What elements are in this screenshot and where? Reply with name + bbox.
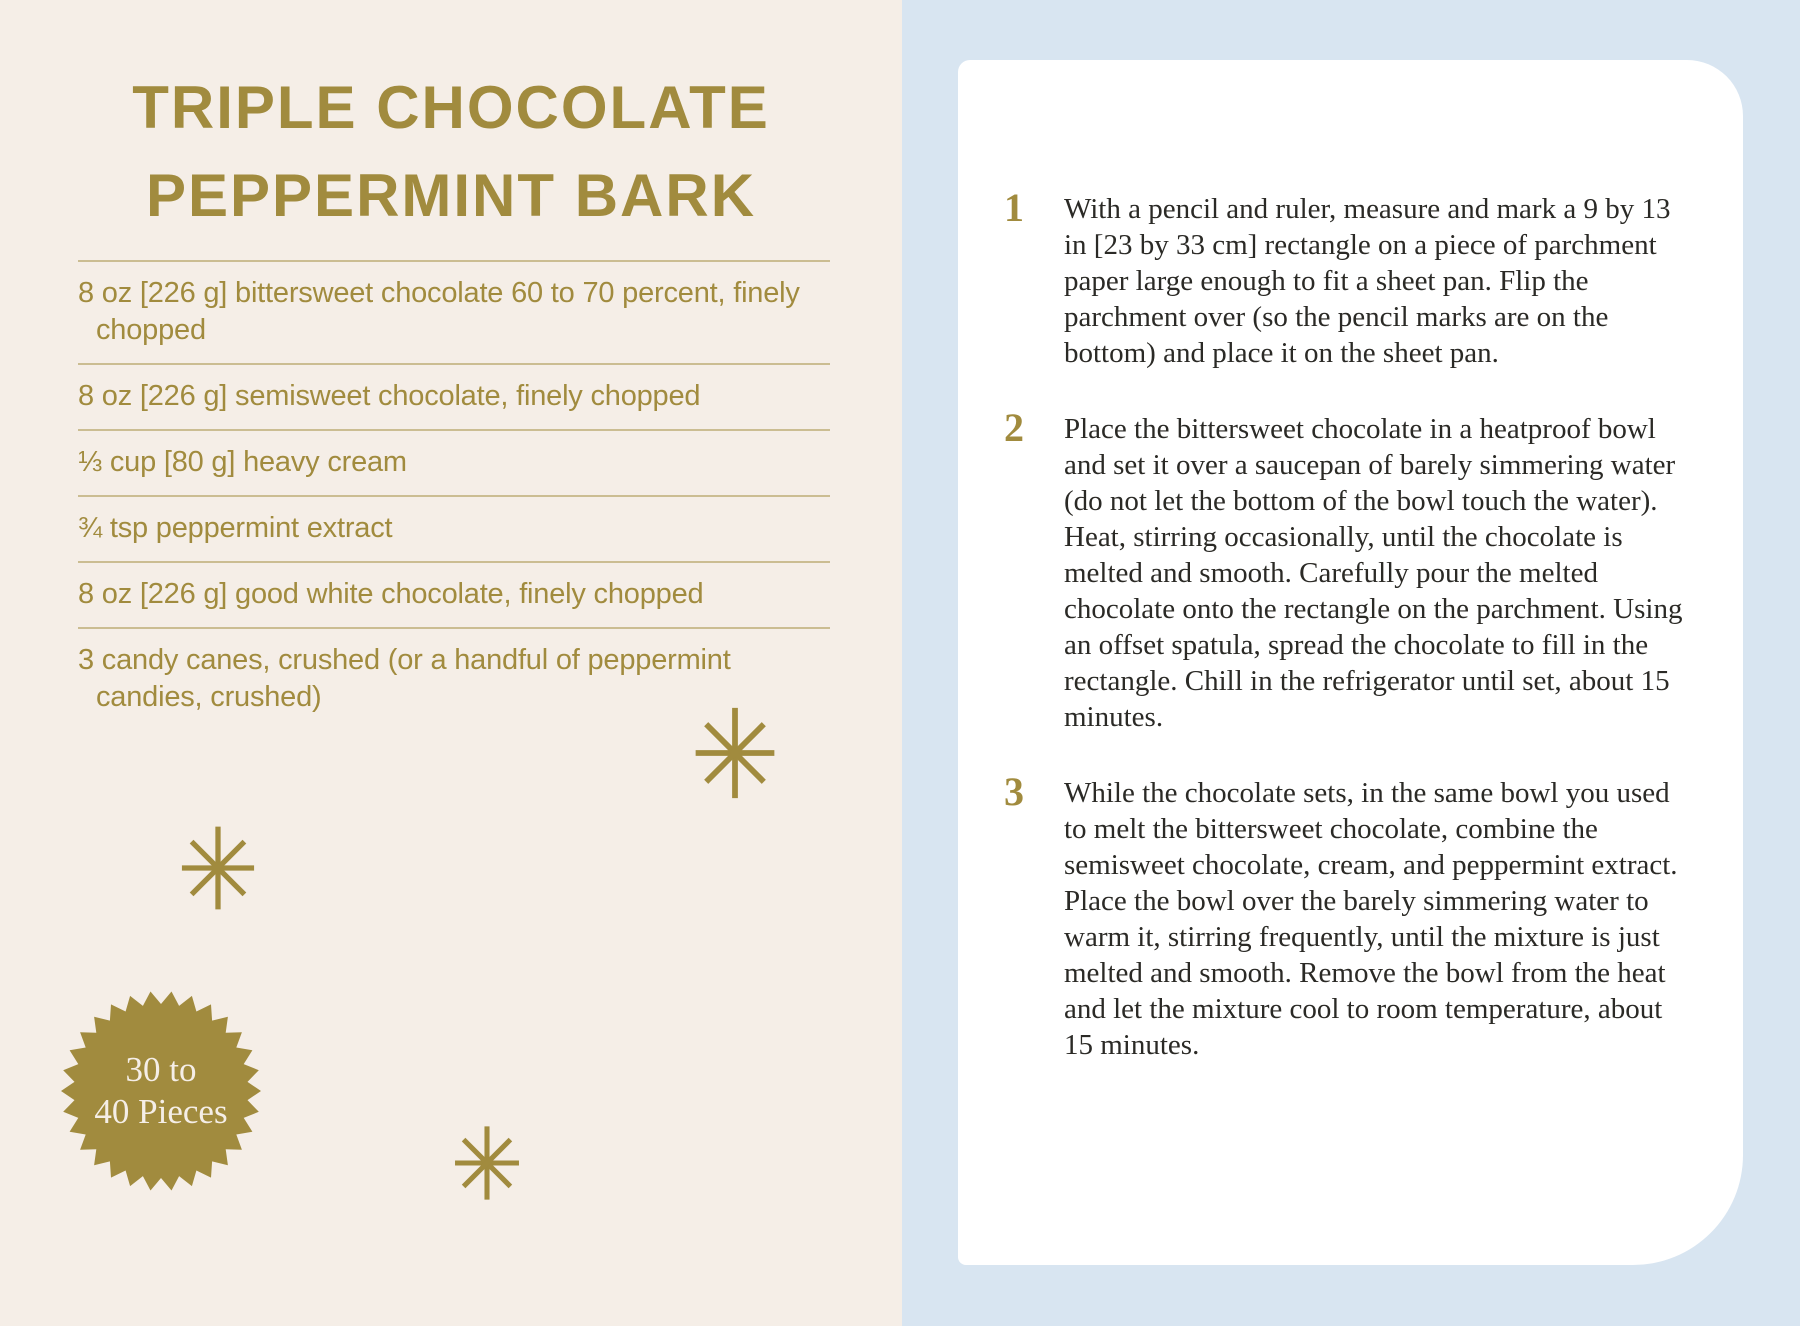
ingredient-item (78, 260, 830, 363)
instruction-step (1004, 769, 1683, 1063)
ingredient-text: ¾ tsp peppermint extract (78, 512, 393, 544)
step-text: Place the bittersweet chocolate in a heatproof bowl and set it over a saucepan of barely simmering water (do not let the bottom of the bowl touch the water). Heat, stirring occasionally, until the chocolate is melted and smooth. Carefully pour the melted chocolate onto the rectangle on the parchment. Using an offset spatula, spread the chocolate to fill in the rectangle. Chill in the refrigerator until set, about 15 minutes. (1064, 413, 1683, 733)
instructions-card (958, 60, 1743, 1265)
recipe-title-line1: TRIPLE CHOCOLATE (132, 74, 770, 141)
sparkle-icon (448, 1124, 526, 1202)
badge-line2: 40 Pieces (94, 1092, 228, 1131)
instruction-step (1004, 405, 1683, 735)
ingredient-item (78, 429, 830, 495)
ingredient-text: 3 candy canes, crushed (or a handful of peppermint candies, crushed) (78, 644, 731, 713)
ingredient-text: 8 oz [226 g] good white chocolate, finely chopped (78, 578, 704, 610)
badge-line1: 30 to (125, 1050, 197, 1089)
step-text: With a pencil and ruler, measure and mark a 9 by 13 in [23 by 33 cm] rectangle on a piece of parchment paper large enough to fit a sheet pan. Flip the parchment over (so the pencil marks are on the bottom) and place it on the sheet pan. (1064, 193, 1671, 369)
ingredient-text: ⅓ cup [80 g] heavy cream (78, 446, 407, 478)
step-number: 2 (1004, 405, 1024, 450)
instruction-step (1004, 185, 1683, 371)
sparkle-icon (687, 705, 783, 801)
ingredient-item (78, 495, 830, 561)
step-text: While the chocolate sets, in the same bowl you used to melt the bittersweet chocolate, combine the semisweet chocolate, cream, and peppermint extract. Place the bowl over the barely simmering water to warm it, stirring frequently, until the mixture is just melted and smooth. Remove the bowl from the heat and let the mixture cool to room temperature, about 15 minutes. (1064, 777, 1678, 1061)
pieces-badge-label (51, 981, 271, 1201)
ingredient-text: 8 oz [226 g] semisweet chocolate, finely chopped (78, 380, 701, 412)
ingredients-list (78, 260, 830, 730)
ingredient-text: 8 oz [226 g] bittersweet chocolate 60 to 70 percent, finely chopped (78, 277, 800, 346)
step-number: 3 (1004, 769, 1024, 814)
recipe-title (30, 64, 872, 240)
pieces-badge (51, 981, 271, 1201)
recipe-title-line2: PEPPERMINT BARK (145, 162, 757, 229)
instructions-panel (902, 0, 1800, 1326)
ingredient-item (78, 363, 830, 429)
ingredient-item (78, 561, 830, 627)
step-number: 1 (1004, 185, 1024, 230)
sparkle-icon (174, 824, 262, 912)
